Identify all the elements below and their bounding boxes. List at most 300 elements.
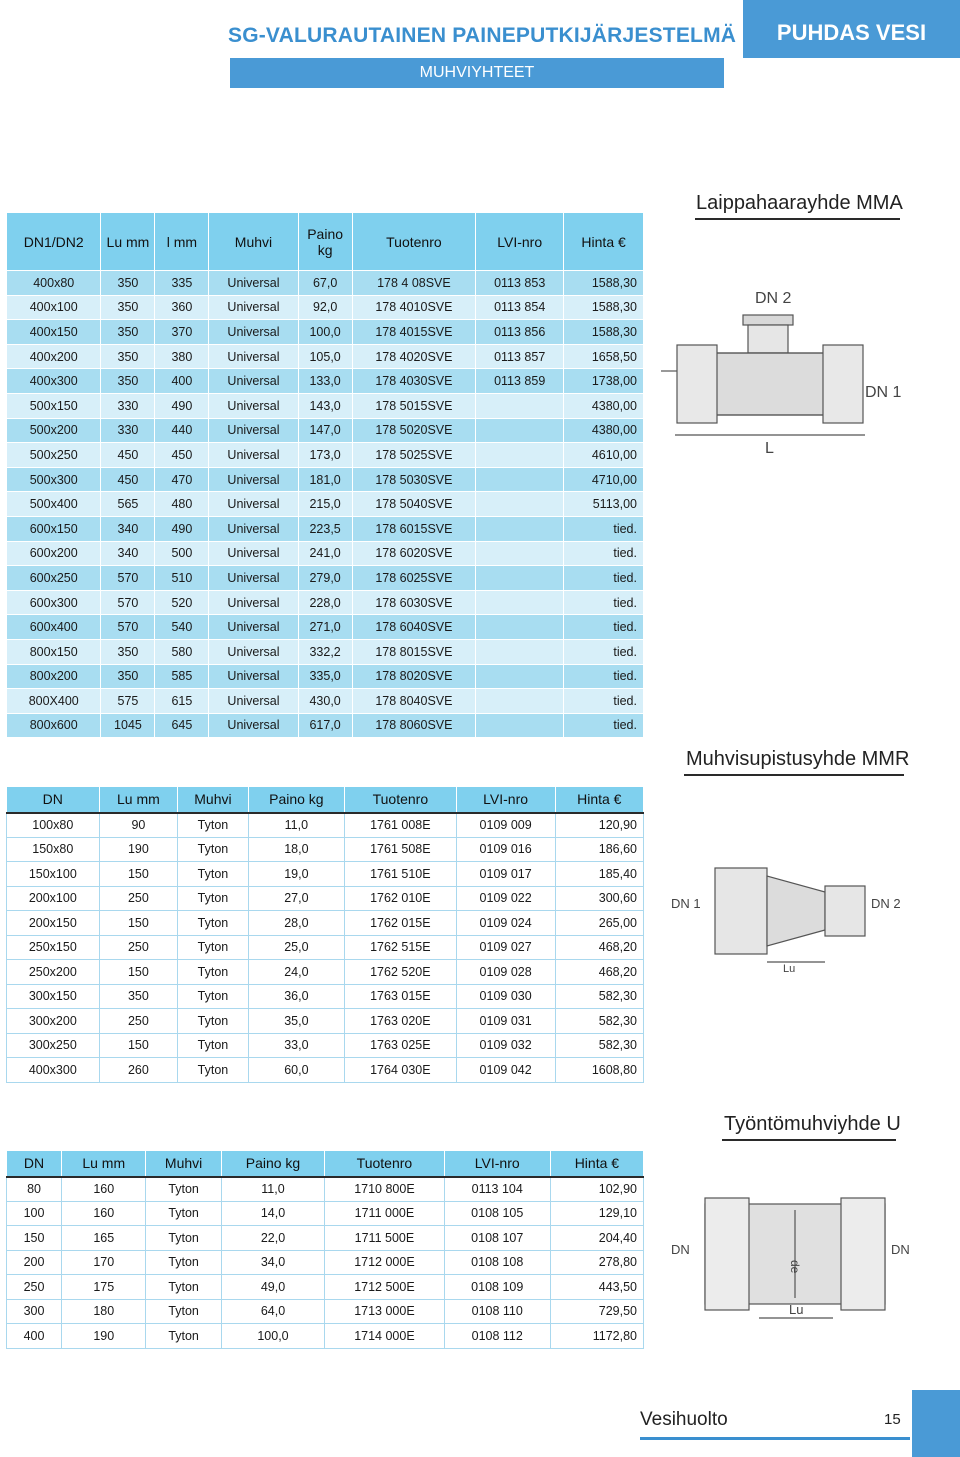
table-cell: 350 [101, 271, 155, 296]
table-cell: Universal [209, 320, 298, 345]
table-cell: tied. [564, 541, 644, 566]
table-cell: 0113 856 [476, 320, 564, 345]
table-cell: 178 6040SVE [352, 615, 476, 640]
table-cell: 600x300 [7, 590, 101, 615]
table-cell: 330 [101, 393, 155, 418]
table-row [7, 935, 644, 960]
table-cell: 1762 515E [345, 935, 457, 960]
table-cell: 0113 857 [476, 344, 564, 369]
table-cell: 800X400 [7, 689, 101, 714]
table-cell: 400x300 [7, 369, 101, 394]
table-cell: Tyton [178, 862, 248, 887]
table-cell: Universal [209, 418, 298, 443]
table-cell: 340 [101, 516, 155, 541]
mma-table [6, 212, 644, 738]
col-header: Muhvi [178, 787, 248, 813]
col-header: LVI-nro [476, 213, 564, 271]
table-cell: 600x150 [7, 516, 101, 541]
table-cell: Universal [209, 615, 298, 640]
table-cell: 300,60 [555, 886, 643, 911]
table-cell: 1761 008E [345, 813, 457, 838]
table-cell [476, 689, 564, 714]
table-cell: 100,0 [298, 320, 352, 345]
table-cell: 4710,00 [564, 467, 644, 492]
mmr-table [6, 786, 644, 1083]
table-cell: 11,0 [248, 813, 344, 838]
table-cell: 105,0 [298, 344, 352, 369]
table-cell: 400x100 [7, 295, 101, 320]
table-cell: 350 [101, 369, 155, 394]
table-row [7, 886, 644, 911]
table-cell: Tyton [178, 837, 248, 862]
table-row [7, 516, 644, 541]
table-cell: 520 [155, 590, 209, 615]
table-cell: Tyton [146, 1299, 221, 1324]
table-cell: 1588,30 [564, 320, 644, 345]
table-cell: 330 [101, 418, 155, 443]
table-row [7, 320, 644, 345]
table-cell: Tyton [178, 1033, 248, 1058]
table-cell: 178 8060SVE [352, 713, 476, 738]
table-cell: 800x200 [7, 664, 101, 689]
table-row [7, 393, 644, 418]
table-cell: 300 [7, 1299, 62, 1324]
table-cell: 67,0 [298, 271, 352, 296]
table-cell: Universal [209, 590, 298, 615]
table-cell: 178 4 08SVE [352, 271, 476, 296]
table-cell: tied. [564, 639, 644, 664]
table-cell [476, 615, 564, 640]
table-cell: 0109 031 [456, 1009, 555, 1034]
table-cell: 186,60 [555, 837, 643, 862]
table-cell: 600x400 [7, 615, 101, 640]
table-cell: 1588,30 [564, 295, 644, 320]
col-header: Muhvi [146, 1151, 221, 1177]
table-header-row [7, 1151, 644, 1177]
table-cell: 173,0 [298, 443, 352, 468]
table-cell: 350 [99, 984, 178, 1009]
col-header: Tuotenro [325, 1151, 445, 1177]
table-cell: 36,0 [248, 984, 344, 1009]
table-cell: 400 [7, 1324, 62, 1349]
table-cell: 147,0 [298, 418, 352, 443]
col-header: DN [7, 1151, 62, 1177]
table-cell: 0109 042 [456, 1058, 555, 1083]
category-badge: PUHDAS VESI [743, 0, 960, 58]
table-row [7, 1009, 644, 1034]
table-cell: tied. [564, 713, 644, 738]
table-cell: 0113 854 [476, 295, 564, 320]
table-row [7, 566, 644, 591]
table-row [7, 467, 644, 492]
col-header: DN1/DN2 [7, 213, 101, 271]
table-cell: 800x150 [7, 639, 101, 664]
table-cell: tied. [564, 516, 644, 541]
table-cell: 335 [155, 271, 209, 296]
table-cell: 1762 015E [345, 911, 457, 936]
table-row [7, 615, 644, 640]
de-label: de [788, 1260, 802, 1274]
table-cell: Tyton [146, 1201, 221, 1226]
table-cell: 178 5015SVE [352, 393, 476, 418]
table-cell: 1762 010E [345, 886, 457, 911]
table-cell: 241,0 [298, 541, 352, 566]
col-header: Paino kg [248, 787, 344, 813]
table-cell: 350 [101, 639, 155, 664]
table-cell: 178 6020SVE [352, 541, 476, 566]
table-row [7, 1033, 644, 1058]
col-header: l mm [155, 213, 209, 271]
table-row [7, 1299, 644, 1324]
table-cell: 129,10 [550, 1201, 643, 1226]
table-cell: 33,0 [248, 1033, 344, 1058]
table-cell: 0113 104 [444, 1177, 550, 1202]
dn-right-label: DN [891, 1242, 910, 1257]
table-cell [476, 713, 564, 738]
table-cell: 440 [155, 418, 209, 443]
table-cell: 150 [99, 960, 178, 985]
table-cell: 185,40 [555, 862, 643, 887]
table-cell: 360 [155, 295, 209, 320]
table-header-row [7, 213, 644, 271]
table-cell: 28,0 [248, 911, 344, 936]
table-cell: 0108 112 [444, 1324, 550, 1349]
table-cell: 4380,00 [564, 418, 644, 443]
table-row [7, 443, 644, 468]
lu-label: Lu [783, 963, 796, 975]
table-cell: 575 [101, 689, 155, 714]
section-title-mma: Laippahaarayhde MMA [696, 192, 903, 214]
table-row [7, 1324, 644, 1349]
table-cell [476, 393, 564, 418]
table-cell: Universal [209, 492, 298, 517]
table-cell: 300x200 [7, 1009, 100, 1034]
table-cell: 450 [101, 467, 155, 492]
table-row [7, 689, 644, 714]
table-cell: 120,90 [555, 813, 643, 838]
table-cell: 380 [155, 344, 209, 369]
table-cell: 64,0 [221, 1299, 324, 1324]
table-cell: 400x150 [7, 320, 101, 345]
table-cell: 150x80 [7, 837, 100, 862]
table-cell: 443,50 [550, 1275, 643, 1300]
table-cell: 181,0 [298, 467, 352, 492]
table-cell: 150 [99, 911, 178, 936]
table-cell: 600x250 [7, 566, 101, 591]
table-cell: 400x300 [7, 1058, 100, 1083]
table-cell: 150x100 [7, 862, 100, 887]
mma-drawing [655, 285, 925, 465]
table-cell: 25,0 [248, 935, 344, 960]
table-cell: 400x200 [7, 344, 101, 369]
table-cell [476, 443, 564, 468]
table-cell: 80 [7, 1177, 62, 1202]
table-row [7, 418, 644, 443]
table-cell: 178 6015SVE [352, 516, 476, 541]
table-cell: Tyton [146, 1324, 221, 1349]
table-cell [476, 664, 564, 689]
table-cell: 0109 022 [456, 886, 555, 911]
footer-accent-block [912, 1390, 960, 1457]
table-cell: Tyton [178, 1009, 248, 1034]
table-cell: 0109 024 [456, 911, 555, 936]
table-row [7, 960, 644, 985]
table-cell: Tyton [178, 813, 248, 838]
table-cell: 582,30 [555, 1033, 643, 1058]
table-cell [476, 492, 564, 517]
table-cell: 350 [101, 295, 155, 320]
table-cell: Universal [209, 467, 298, 492]
table-cell: 490 [155, 516, 209, 541]
table-cell: tied. [564, 664, 644, 689]
table-cell: 0109 016 [456, 837, 555, 862]
table-cell: 100,0 [221, 1324, 324, 1349]
table-cell: Universal [209, 271, 298, 296]
table-cell: 300x250 [7, 1033, 100, 1058]
table-cell: 540 [155, 615, 209, 640]
footer-title: Vesihuolto [640, 1409, 728, 1430]
table-cell: 1761 508E [345, 837, 457, 862]
table-cell: Universal [209, 566, 298, 591]
table-cell: 0109 027 [456, 935, 555, 960]
table-cell: 1608,80 [555, 1058, 643, 1083]
table-cell: 500x150 [7, 393, 101, 418]
table-cell: Universal [209, 689, 298, 714]
table-cell: 24,0 [248, 960, 344, 985]
table-cell: Tyton [178, 911, 248, 936]
table-cell: 430,0 [298, 689, 352, 714]
table-cell: 60,0 [248, 1058, 344, 1083]
table-cell [476, 566, 564, 591]
section-title-mmr: Muhvisupistusyhde MMR [686, 748, 910, 770]
table-row [7, 492, 644, 517]
document-title: SG-VALURAUTAINEN PAINEPUTKIJÄRJESTELMÄ [228, 24, 737, 47]
col-header: Lu mm [62, 1151, 146, 1177]
table-cell: tied. [564, 566, 644, 591]
table-cell: 165 [62, 1226, 146, 1251]
dn-left-label: DN [671, 1242, 690, 1257]
table-cell: 250 [99, 886, 178, 911]
page-number: 15 [884, 1411, 901, 1428]
col-header: Paino kg [298, 213, 352, 271]
table-row [7, 813, 644, 838]
table-cell: 332,2 [298, 639, 352, 664]
table-cell: 102,90 [550, 1177, 643, 1202]
table-cell: 350 [101, 344, 155, 369]
table-cell: 11,0 [221, 1177, 324, 1202]
table-cell: Tyton [146, 1177, 221, 1202]
table-cell [476, 541, 564, 566]
col-header: Paino kg [221, 1151, 324, 1177]
table-cell: 278,80 [550, 1250, 643, 1275]
table-cell: 0109 028 [456, 960, 555, 985]
u-table [6, 1150, 644, 1349]
table-cell: 350 [101, 664, 155, 689]
u-drawing [665, 1190, 925, 1330]
table-cell: 468,20 [555, 960, 643, 985]
table-cell: Universal [209, 541, 298, 566]
table-cell: 14,0 [221, 1201, 324, 1226]
table-cell: 400x80 [7, 271, 101, 296]
table-cell: Tyton [178, 984, 248, 1009]
table-cell: 370 [155, 320, 209, 345]
table-cell: 570 [101, 615, 155, 640]
table-cell: 200x100 [7, 886, 100, 911]
table-cell: 27,0 [248, 886, 344, 911]
col-header: Hinta € [550, 1151, 643, 1177]
table-cell: 500x300 [7, 467, 101, 492]
table-cell: 178 5020SVE [352, 418, 476, 443]
table-cell: 150 [7, 1226, 62, 1251]
table-cell: 1045 [101, 713, 155, 738]
col-header: Muhvi [209, 213, 298, 271]
table-cell: 22,0 [221, 1226, 324, 1251]
table-cell: 565 [101, 492, 155, 517]
table-cell [476, 516, 564, 541]
table-cell: 160 [62, 1201, 146, 1226]
table-cell: Universal [209, 443, 298, 468]
table-cell: 90 [99, 813, 178, 838]
table-row [7, 1058, 644, 1083]
table-cell: 585 [155, 664, 209, 689]
section-underline [684, 774, 904, 776]
table-cell: 1763 025E [345, 1033, 457, 1058]
table-cell: 1588,30 [564, 271, 644, 296]
col-header: Lu mm [101, 213, 155, 271]
table-cell: 92,0 [298, 295, 352, 320]
table-cell: 1763 015E [345, 984, 457, 1009]
table-cell: 150 [99, 862, 178, 887]
table-cell: 178 5025SVE [352, 443, 476, 468]
table-cell: 204,40 [550, 1226, 643, 1251]
table-cell: 600x200 [7, 541, 101, 566]
table-row [7, 984, 644, 1009]
table-cell: Tyton [178, 935, 248, 960]
table-cell: Universal [209, 344, 298, 369]
table-cell: 400 [155, 369, 209, 394]
table-cell: 271,0 [298, 615, 352, 640]
table-cell: 250 [99, 1009, 178, 1034]
table-row [7, 271, 644, 296]
table-cell: 500 [155, 541, 209, 566]
table-cell: 133,0 [298, 369, 352, 394]
table-cell: 178 8015SVE [352, 639, 476, 664]
table-cell: Tyton [146, 1226, 221, 1251]
table-cell: tied. [564, 590, 644, 615]
table-cell: Tyton [146, 1275, 221, 1300]
table-cell: Tyton [178, 960, 248, 985]
table-cell: 1714 000E [325, 1324, 445, 1349]
table-cell: Universal [209, 664, 298, 689]
table-header-row [7, 787, 644, 813]
table-cell: 0108 110 [444, 1299, 550, 1324]
table-cell: 250x150 [7, 935, 100, 960]
table-cell: 49,0 [221, 1275, 324, 1300]
table-cell: 0113 859 [476, 369, 564, 394]
table-cell: 0109 030 [456, 984, 555, 1009]
table-row [7, 1226, 644, 1251]
section-underline [722, 1139, 896, 1141]
table-cell: 500x200 [7, 418, 101, 443]
col-header: LVI-nro [444, 1151, 550, 1177]
table-cell: 645 [155, 713, 209, 738]
table-row [7, 1275, 644, 1300]
table-cell: 1764 030E [345, 1058, 457, 1083]
table-row [7, 911, 644, 936]
table-cell: 0109 009 [456, 813, 555, 838]
table-cell [476, 418, 564, 443]
section-title-u: Työntömuhviyhde U [724, 1113, 901, 1135]
document-subtitle: MUHVIYHTEET [230, 58, 724, 88]
table-cell: 1712 000E [325, 1250, 445, 1275]
table-row [7, 862, 644, 887]
table-cell: 450 [155, 443, 209, 468]
table-cell: 1713 000E [325, 1299, 445, 1324]
table-cell: 1763 020E [345, 1009, 457, 1034]
table-cell: 265,00 [555, 911, 643, 936]
table-cell: 1658,50 [564, 344, 644, 369]
table-cell: Tyton [178, 886, 248, 911]
table-cell: 250 [7, 1275, 62, 1300]
table-cell: 0108 107 [444, 1226, 550, 1251]
table-cell: 1762 520E [345, 960, 457, 985]
table-cell: 570 [101, 566, 155, 591]
table-row [7, 664, 644, 689]
table-row [7, 590, 644, 615]
table-cell: Tyton [178, 1058, 248, 1083]
table-cell: 175 [62, 1275, 146, 1300]
table-row [7, 369, 644, 394]
table-cell: 100x80 [7, 813, 100, 838]
table-cell: Universal [209, 713, 298, 738]
table-cell: 223,5 [298, 516, 352, 541]
table-cell: 1711 000E [325, 1201, 445, 1226]
table-row [7, 1177, 644, 1202]
mmr-drawing [665, 858, 925, 978]
col-header: Tuotenro [352, 213, 476, 271]
table-cell: 200 [7, 1250, 62, 1275]
table-cell: 143,0 [298, 393, 352, 418]
table-row [7, 1201, 644, 1226]
table-cell: 35,0 [248, 1009, 344, 1034]
table-cell [476, 467, 564, 492]
table-cell: 178 8040SVE [352, 689, 476, 714]
col-header: LVI-nro [456, 787, 555, 813]
table-cell: 480 [155, 492, 209, 517]
table-cell: 470 [155, 467, 209, 492]
section-underline [695, 218, 900, 220]
table-cell [476, 639, 564, 664]
table-cell: 0108 109 [444, 1275, 550, 1300]
table-cell: 490 [155, 393, 209, 418]
table-cell: 190 [62, 1324, 146, 1349]
table-cell [476, 590, 564, 615]
table-cell: 4380,00 [564, 393, 644, 418]
table-cell: 200x150 [7, 911, 100, 936]
table-cell: Universal [209, 639, 298, 664]
footer-rule [640, 1437, 910, 1440]
table-cell: 178 6025SVE [352, 566, 476, 591]
table-cell: 335,0 [298, 664, 352, 689]
table-row [7, 541, 644, 566]
table-row [7, 1250, 644, 1275]
table-cell: 350 [101, 320, 155, 345]
table-cell: Universal [209, 295, 298, 320]
table-cell: tied. [564, 689, 644, 714]
table-cell: 1712 500E [325, 1275, 445, 1300]
table-row [7, 639, 644, 664]
table-cell: Universal [209, 516, 298, 541]
